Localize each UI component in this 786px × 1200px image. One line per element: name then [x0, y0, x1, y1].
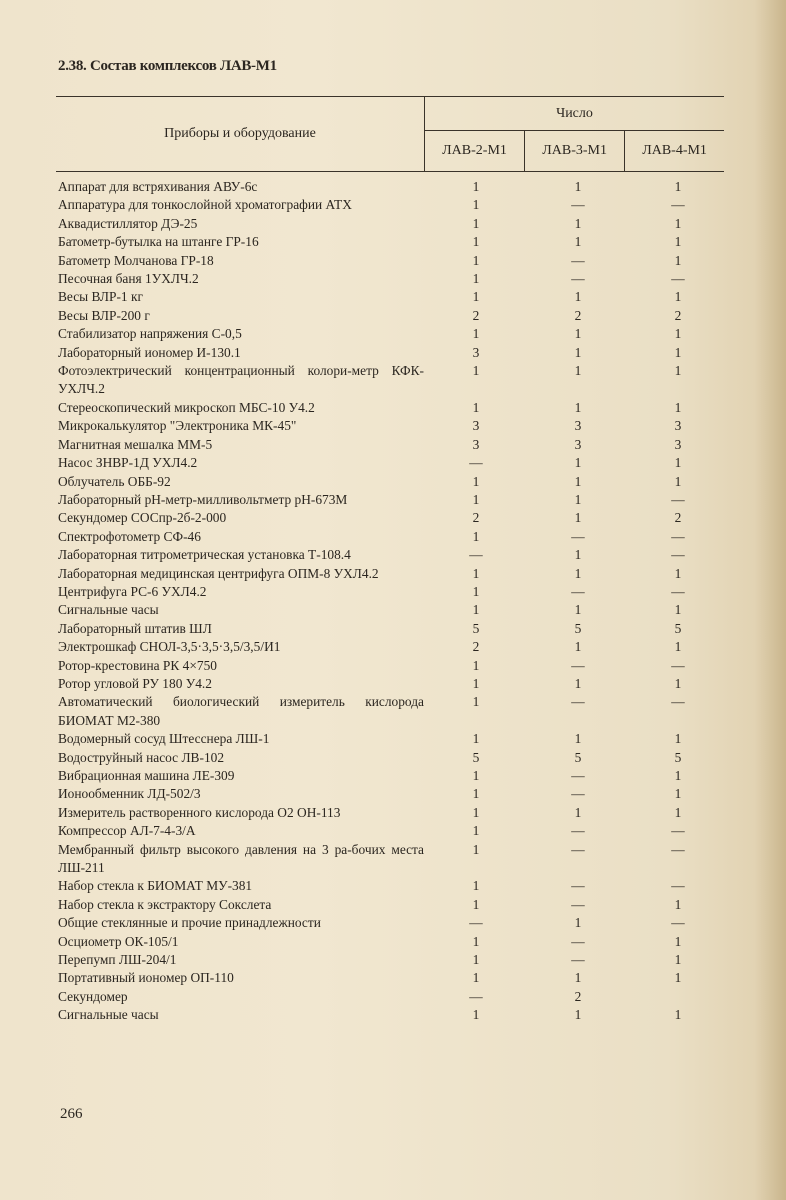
count-lav3: 3	[574, 418, 582, 434]
count-lav3: —	[571, 823, 585, 839]
table-row	[58, 749, 728, 767]
table-row	[58, 933, 728, 951]
count-lav2: —	[469, 547, 483, 563]
table-body	[58, 178, 728, 1025]
count-lav4: 1	[674, 289, 682, 305]
table-row	[58, 877, 728, 895]
count-lav2: 1	[472, 565, 480, 581]
equipment-name: Сигнальные часы	[58, 602, 159, 618]
count-lav4: 1	[674, 602, 682, 618]
count-lav2: 2	[472, 510, 480, 526]
equipment-name: Лабораторный рН-метр-милливольтметр рН-673М	[58, 491, 348, 507]
count-lav4: 1	[674, 896, 682, 912]
table-row	[58, 215, 728, 233]
table-row	[58, 307, 728, 325]
count-lav4: 1	[674, 639, 682, 655]
equipment-name: Вибрационная машина ЛЕ-309	[58, 768, 235, 783]
count-lav2: 5	[472, 749, 480, 765]
table-row	[58, 417, 728, 435]
count-lav4: 1	[674, 252, 682, 268]
equipment-name: Ионообменник ЛД-502/3	[58, 786, 201, 802]
count-lav4: 1	[674, 933, 682, 949]
count-lav3: —	[571, 271, 585, 287]
count-lav3: 1	[574, 915, 582, 931]
page-number: 266	[60, 1106, 83, 1122]
count-lav2: 1	[472, 602, 480, 618]
table-row	[58, 399, 728, 417]
count-lav4: 1	[674, 344, 682, 360]
count-lav3: —	[571, 768, 585, 783]
count-lav2: 5	[472, 620, 480, 636]
equipment-name: Электрошкаф СНОЛ-3,5·3,5·3,5/3,5/И1	[58, 639, 281, 655]
equipment-name: Весы ВЛР-1 кг	[58, 289, 143, 305]
header-col-lav4: ЛАВ-4-М1	[625, 131, 724, 171]
count-lav4: 1	[674, 455, 682, 471]
count-lav4: 3	[674, 418, 682, 434]
count-lav3: —	[571, 583, 585, 599]
count-lav2: 3	[472, 418, 480, 434]
count-lav3: —	[571, 952, 585, 968]
count-lav4: 2	[674, 307, 682, 323]
count-lav4: —	[671, 878, 685, 894]
equipment-name: Автоматический биологический измеритель кислорода БИОМАТ М2-380	[58, 694, 424, 728]
table-row	[58, 693, 728, 730]
count-lav3: 1	[574, 399, 582, 415]
count-lav3: 1	[574, 215, 582, 231]
table-row	[58, 951, 728, 969]
table-row	[58, 344, 728, 362]
table-row	[58, 196, 728, 214]
count-lav3: —	[571, 841, 585, 857]
count-lav4: 1	[674, 970, 682, 986]
count-lav2: 1	[472, 804, 480, 820]
count-lav4: —	[671, 491, 685, 507]
equipment-name: Батометр-бутылка на штанге ГР-16	[58, 234, 259, 250]
equipment-name: Компрессор АЛ-7-4-3/А	[58, 823, 196, 839]
count-lav2: 1	[472, 528, 480, 544]
table-header	[56, 96, 724, 172]
count-lav3: 1	[574, 363, 582, 379]
table-row	[58, 841, 728, 878]
count-lav4: —	[671, 271, 685, 287]
table-row	[58, 730, 728, 748]
count-lav3: 1	[574, 565, 582, 581]
table-row	[58, 822, 728, 840]
table-title: 2.38. Состав комплексов ЛАВ-М1	[58, 58, 277, 74]
count-lav3: 1	[574, 1007, 582, 1023]
count-lav3: 2	[574, 988, 582, 1004]
count-lav3: —	[571, 933, 585, 949]
table-row	[58, 436, 728, 454]
count-lav2: 3	[472, 436, 480, 452]
count-lav3: 1	[574, 326, 582, 342]
count-lav3: 1	[574, 491, 582, 507]
table-row	[58, 325, 728, 343]
count-lav2: 1	[472, 473, 480, 489]
count-lav2: 1	[472, 841, 480, 857]
count-lav2: —	[469, 455, 483, 471]
equipment-name: Лабораторная титрометрическая установка Т-108.4	[58, 547, 351, 563]
header-count-label: Число	[556, 105, 593, 121]
count-lav4: 1	[674, 804, 682, 820]
count-lav3: 1	[574, 547, 582, 563]
table-row	[58, 491, 728, 509]
count-lav4: 1	[674, 473, 682, 489]
count-lav2: 1	[472, 215, 480, 231]
count-lav2: 1	[472, 399, 480, 415]
count-lav2: 1	[472, 878, 480, 894]
count-lav3: 1	[574, 970, 582, 986]
table-row	[58, 620, 728, 638]
count-lav3: —	[571, 252, 585, 268]
count-lav2: 1	[472, 363, 480, 379]
header-equipment	[56, 97, 425, 171]
equipment-name: Облучатель ОББ-92	[58, 473, 171, 489]
count-lav4: 1	[674, 363, 682, 379]
count-lav2: 1	[472, 657, 480, 673]
count-lav3: —	[571, 878, 585, 894]
count-lav4: —	[671, 915, 685, 931]
equipment-name: Ротор угловой РУ 180 У4.2	[58, 675, 212, 691]
equipment-name: Портативный иономер ОП-110	[58, 970, 234, 986]
table-row	[58, 785, 728, 803]
count-lav2: 1	[472, 583, 480, 599]
header-col-lav3: ЛАВ-3-М1	[525, 131, 625, 171]
count-lav3: —	[571, 786, 585, 802]
equipment-name: Батометр Молчанова ГР-18	[58, 252, 214, 268]
equipment-name: Сигнальные часы	[58, 1007, 159, 1023]
table-row	[58, 528, 728, 546]
table-row	[58, 657, 728, 675]
equipment-name: Набор стекла к БИОМАТ МУ-381	[58, 878, 253, 894]
count-lav2: 1	[472, 933, 480, 949]
table-row	[58, 362, 728, 399]
table-row	[58, 565, 728, 583]
equipment-name: Стереоскопический микроскоп МБС-10 У4.2	[58, 399, 315, 415]
equipment-name: Песочная баня 1УХЛЧ.2	[58, 271, 199, 287]
equipment-name: Центрифуга РС-6 УХЛ4.2	[58, 583, 207, 599]
equipment-name: Микрокалькулятор "Электроника МК-45"	[58, 418, 297, 434]
table-row	[58, 252, 728, 270]
table-row	[58, 546, 728, 564]
count-lav4: —	[671, 694, 685, 710]
table-row	[58, 233, 728, 251]
table-row	[58, 896, 728, 914]
count-lav2: 1	[472, 326, 480, 342]
equipment-name: Аквадистиллятор ДЭ-25	[58, 215, 198, 231]
equipment-name: Набор стекла к экстрактору Сокслета	[58, 896, 272, 912]
count-lav2: —	[469, 915, 483, 931]
count-lav2: 1	[472, 786, 480, 802]
equipment-name: Водомерный сосуд Штесснера ЛШ-1	[58, 731, 270, 747]
equipment-name: Ротор-крестовина РК 4×750	[58, 657, 217, 673]
count-lav4: —	[671, 657, 685, 673]
count-lav4: 1	[674, 675, 682, 691]
count-lav4: —	[671, 583, 685, 599]
count-lav4: 1	[674, 215, 682, 231]
table-row	[58, 270, 728, 288]
table-row	[58, 675, 728, 693]
table-row	[58, 601, 728, 619]
count-lav2: 1	[472, 768, 480, 783]
count-lav2: 1	[472, 694, 480, 710]
count-lav2: 1	[472, 896, 480, 912]
count-lav3: —	[571, 694, 585, 710]
count-lav4: 1	[674, 952, 682, 968]
count-lav2: 1	[472, 491, 480, 507]
equipment-name: Аппаратура для тонкослойной хроматографии АТХ	[58, 197, 352, 213]
count-lav4: 1	[674, 768, 682, 783]
equipment-name: Лабораторная медицинская центрифуга ОПМ-8 УХЛ4.2	[58, 565, 379, 581]
count-lav4: 1	[674, 179, 682, 194]
equipment-name: Измеритель растворенного кислорода О2 ОН-113	[58, 804, 341, 820]
table-row	[58, 804, 728, 822]
count-lav3: 1	[574, 675, 582, 691]
header-count-group	[425, 97, 725, 131]
count-lav4: —	[671, 547, 685, 563]
count-lav4: 5	[674, 749, 682, 765]
count-lav3: 1	[574, 602, 582, 618]
equipment-name: Насос ЗНВР-1Д УХЛ4.2	[58, 455, 198, 471]
equipment-name: Весы ВЛР-200 г	[58, 307, 150, 323]
table-row	[58, 178, 728, 196]
table-row	[58, 767, 728, 785]
equipment-name: Фотоэлектрический концентрационный колори-метр КФК-УХЛЧ.2	[58, 363, 424, 397]
header-equipment-label: Приборы и оборудование	[164, 125, 316, 141]
table-row	[58, 914, 728, 932]
count-lav4: —	[671, 841, 685, 857]
count-lav2: 3	[472, 344, 480, 360]
equipment-name: Лабораторный иономер И-130.1	[58, 344, 241, 360]
count-lav4: 1	[674, 1007, 682, 1023]
table-row	[58, 454, 728, 472]
table-row	[58, 583, 728, 601]
count-lav3: —	[571, 657, 585, 673]
count-lav4: 1	[674, 326, 682, 342]
equipment-name: Секундомер	[58, 988, 128, 1004]
table-row	[58, 1006, 728, 1024]
count-lav4: —	[671, 197, 685, 213]
count-lav4: 1	[674, 399, 682, 415]
count-lav3: 1	[574, 804, 582, 820]
count-lav3: —	[571, 528, 585, 544]
count-lav2: 1	[472, 197, 480, 213]
count-lav2: 1	[472, 731, 480, 747]
count-lav2: —	[469, 988, 483, 1004]
count-lav2: 1	[472, 675, 480, 691]
count-lav2: 2	[472, 307, 480, 323]
count-lav2: 2	[472, 639, 480, 655]
table-row	[58, 288, 728, 306]
count-lav2: 1	[472, 289, 480, 305]
count-lav4: 1	[674, 565, 682, 581]
count-lav2: 1	[472, 252, 480, 268]
count-lav3: —	[571, 197, 585, 213]
count-lav4: 1	[674, 731, 682, 747]
count-lav3: 1	[574, 289, 582, 305]
count-lav4: 3	[674, 436, 682, 452]
table-row	[58, 509, 728, 527]
count-lav3: 1	[574, 344, 582, 360]
count-lav4: —	[671, 528, 685, 544]
equipment-name: Стабилизатор напряжения С-0,5	[58, 326, 242, 342]
table-row	[58, 969, 728, 987]
count-lav2: 1	[472, 952, 480, 968]
count-lav4: 2	[674, 510, 682, 526]
count-lav2: 1	[472, 179, 480, 194]
equipment-name: Перепумп ЛШ-204/1	[58, 952, 177, 968]
count-lav2: 1	[472, 234, 480, 250]
count-lav2: 1	[472, 970, 480, 986]
count-lav2: 1	[472, 823, 480, 839]
equipment-name: Осциометр ОК-105/1	[58, 933, 179, 949]
equipment-name: Общие стеклянные и прочие принадлежности	[58, 915, 321, 931]
count-lav3: 5	[574, 749, 582, 765]
count-lav3: 1	[574, 179, 582, 194]
equipment-name: Мембранный фильтр высокого давления на 3 ра-бочих места ЛШ-211	[58, 841, 424, 876]
count-lav4: 1	[674, 234, 682, 250]
table-row	[58, 473, 728, 491]
count-lav3: 2	[574, 307, 582, 323]
equipment-name: Лабораторный штатив ШЛ	[58, 620, 212, 636]
table-row	[58, 638, 728, 656]
equipment-name: Водоструйный насос ЛВ-102	[58, 749, 225, 765]
count-lav3: 1	[574, 639, 582, 655]
equipment-name: Аппарат для встряхивания АВУ-6с	[58, 179, 258, 194]
count-lav3: 1	[574, 473, 582, 489]
table-row	[58, 988, 728, 1006]
count-lav3: 5	[574, 620, 582, 636]
count-lav2: 1	[472, 271, 480, 287]
header-col-lav2: ЛАВ-2-М1	[425, 131, 525, 171]
count-lav3: 1	[574, 234, 582, 250]
count-lav3: 1	[574, 455, 582, 471]
equipment-name: Спектрофотометр СФ-46	[58, 528, 201, 544]
count-lav3: —	[571, 896, 585, 912]
equipment-name: Секундомер СОСпр-2б-2-000	[58, 510, 227, 526]
equipment-name: Магнитная мешалка ММ-5	[58, 436, 213, 452]
count-lav3: 1	[574, 510, 582, 526]
count-lav2: 1	[472, 1007, 480, 1023]
count-lav4: 5	[674, 620, 682, 636]
count-lav3: 1	[574, 731, 582, 747]
count-lav4: —	[671, 823, 685, 839]
count-lav4: 1	[674, 786, 682, 802]
count-lav3: 3	[574, 436, 582, 452]
